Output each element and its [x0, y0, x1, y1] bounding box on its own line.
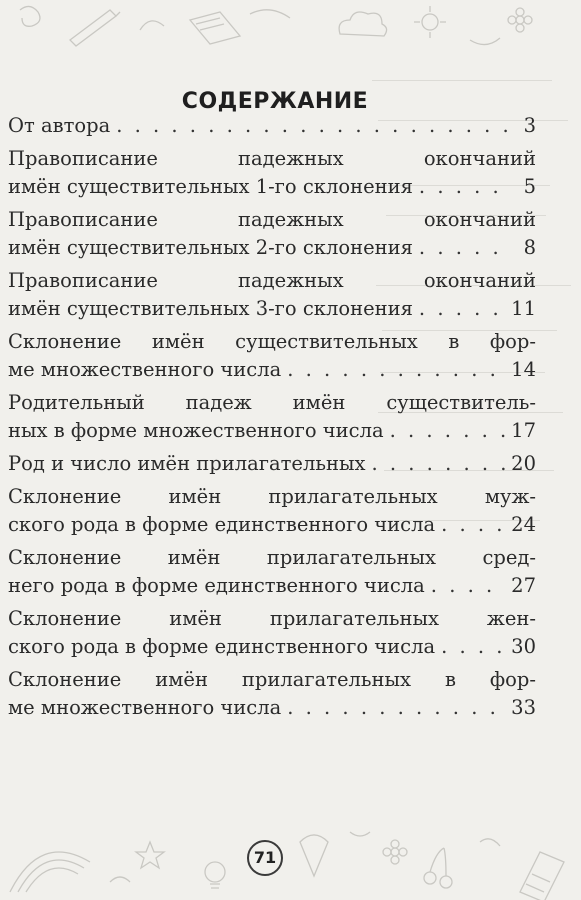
toc-entry-title: имён существительных 1-го склонения	[8, 175, 413, 198]
toc-entry-last-line	[8, 572, 536, 600]
dot-leader	[371, 450, 505, 478]
toc-page-number: 20	[511, 452, 536, 475]
toc-entry-last-line	[8, 173, 536, 201]
toc-entry-last-line	[8, 295, 536, 323]
toc-entry[interactable]	[8, 328, 536, 384]
toc-entry[interactable]	[8, 605, 536, 661]
toc-entry-line: Правописание падежных окончаний	[8, 208, 536, 231]
toc-entry[interactable]	[8, 389, 536, 445]
toc-entry[interactable]	[8, 145, 536, 201]
toc-entry-last-line	[8, 450, 536, 478]
toc-page-number: 24	[511, 513, 536, 536]
book-icon	[520, 852, 564, 900]
toc-page-number: 17	[511, 419, 536, 442]
toc-entry[interactable]	[8, 450, 536, 478]
flower-icon	[383, 840, 407, 864]
dot-leader	[287, 694, 505, 722]
dot-leader	[116, 112, 508, 140]
rainbow-icon	[10, 852, 90, 892]
toc-entry-line: Склонение имён прилагательных в фор-	[8, 668, 536, 691]
ice-cream-icon	[300, 835, 328, 876]
toc-page-number: 5	[523, 175, 536, 198]
toc-entry-title: ме множественного числа	[8, 696, 282, 719]
toc-entry-line: Склонение имён прилагательных муж-	[8, 485, 536, 508]
toc-entry-last-line	[8, 112, 536, 140]
toc-entry[interactable]	[8, 666, 536, 722]
toc-page-number: 27	[511, 574, 536, 597]
table-of-contents	[8, 112, 536, 727]
toc-page-number: 33	[511, 696, 536, 719]
toc-entry-title: него рода в форме единственного числа	[8, 574, 425, 597]
dot-leader	[419, 234, 508, 262]
dot-leader	[419, 295, 505, 323]
toc-page-number: 30	[511, 635, 536, 658]
cherry-icon	[424, 848, 452, 888]
toc-entry-line: Родительный падеж имён существитель-	[8, 391, 536, 414]
toc-entry-last-line	[8, 511, 536, 539]
toc-entry-title: ме множественного числа	[8, 358, 282, 381]
toc-entry-last-line	[8, 356, 536, 384]
toc-entry[interactable]	[8, 544, 536, 600]
toc-entry[interactable]	[8, 112, 536, 140]
toc-entry-title: ского рода в форме единственного числа	[8, 513, 436, 536]
toc-entry[interactable]	[8, 267, 536, 323]
dot-leader	[390, 417, 506, 445]
dot-leader	[441, 511, 505, 539]
toc-entry-last-line	[8, 417, 536, 445]
bottom-doodle-border	[0, 812, 581, 900]
toc-entry-line: Склонение имён существительных в фор-	[8, 330, 536, 353]
toc-page-number: 11	[511, 297, 536, 320]
star-icon	[136, 842, 164, 868]
toc-entry-line: Склонение имён прилагательных жен-	[8, 607, 536, 630]
lightbulb-icon	[205, 862, 225, 888]
toc-entry-last-line	[8, 694, 536, 722]
toc-entry[interactable]	[8, 483, 536, 539]
toc-entry-title: ского рода в форме единственного числа	[8, 635, 436, 658]
toc-entry[interactable]	[8, 206, 536, 262]
toc-page-number: 8	[523, 236, 536, 259]
toc-entry-last-line	[8, 633, 536, 661]
toc-entry-line: Правописание падежных окончаний	[8, 269, 536, 292]
page-title: СОДЕРЖАНИЕ	[181, 88, 369, 114]
toc-entry-last-line	[8, 234, 536, 262]
toc-entry-title: имён существительных 3-го склонения	[8, 297, 413, 320]
dot-leader	[287, 356, 505, 384]
toc-entry-title: От автора	[8, 114, 111, 137]
dot-leader	[441, 633, 505, 661]
dot-leader	[431, 572, 505, 600]
toc-page-number: 14	[511, 358, 536, 381]
toc-entry-title: имён существительных 2-го склонения	[8, 236, 413, 259]
page-number: 71	[247, 840, 283, 876]
dot-leader	[419, 173, 508, 201]
toc-entry-line: Склонение имён прилагательных сред-	[8, 546, 536, 569]
toc-page-number: 3	[523, 114, 536, 137]
toc-entry-title: ных в форме множественного числа	[8, 419, 384, 442]
toc-entry-line: Правописание падежных окончаний	[8, 147, 536, 170]
toc-entry-title: Род и число имён прилагательных	[8, 452, 366, 475]
